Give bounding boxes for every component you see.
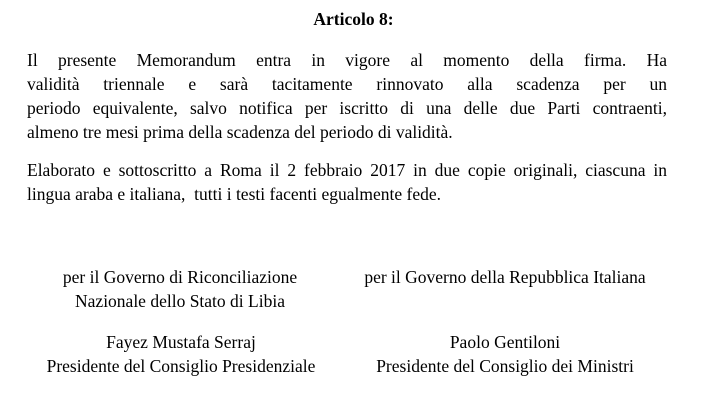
libya-government-line: Nazionale dello Stato di Libia <box>75 291 285 311</box>
validity-paragraph <box>27 48 667 144</box>
italy-signatory-name: Paolo Gentiloni <box>449 332 561 352</box>
paragraph-line: Il presente Memorandum entra in vigore al momento della firma. Ha <box>27 50 667 70</box>
paragraph-line: lingua araba e italiana, tutti i testi facenti egualmente fede. <box>27 184 441 204</box>
paragraph-line: periodo equivalente, salvo notifica per iscritto di una delle due Parti contraenti, <box>27 98 667 118</box>
paragraph-line: almeno tre mesi prima della scadenza del periodo di validità. <box>27 122 453 142</box>
libya-signatory-name: Fayez Mustafa Serraj <box>106 332 256 352</box>
libya-government-line: per il Governo di Riconciliazione <box>62 267 298 287</box>
italy-signatory-role: Presidente del Consiglio dei Ministri <box>376 356 634 376</box>
paragraph-line: validità triennale e sarà tacitamente rinnovato alla scadenza per un <box>27 74 667 94</box>
italy-government-signature-block <box>340 265 670 289</box>
libya-signatory-block <box>30 330 332 378</box>
italy-signatory-block <box>340 330 670 378</box>
libya-signatory-role: Presidente del Consiglio Presidenziale <box>46 356 316 376</box>
signing-paragraph <box>27 158 667 206</box>
paragraph-line: Elaborato e sottoscritto a Roma il 2 febbraio 2017 in due copie originali, ciascuna in <box>27 160 667 180</box>
libya-government-signature-block <box>30 265 330 313</box>
article-heading: Articolo 8: <box>313 9 394 29</box>
italy-government-line: per il Governo della Repubblica Italiana <box>364 267 646 287</box>
